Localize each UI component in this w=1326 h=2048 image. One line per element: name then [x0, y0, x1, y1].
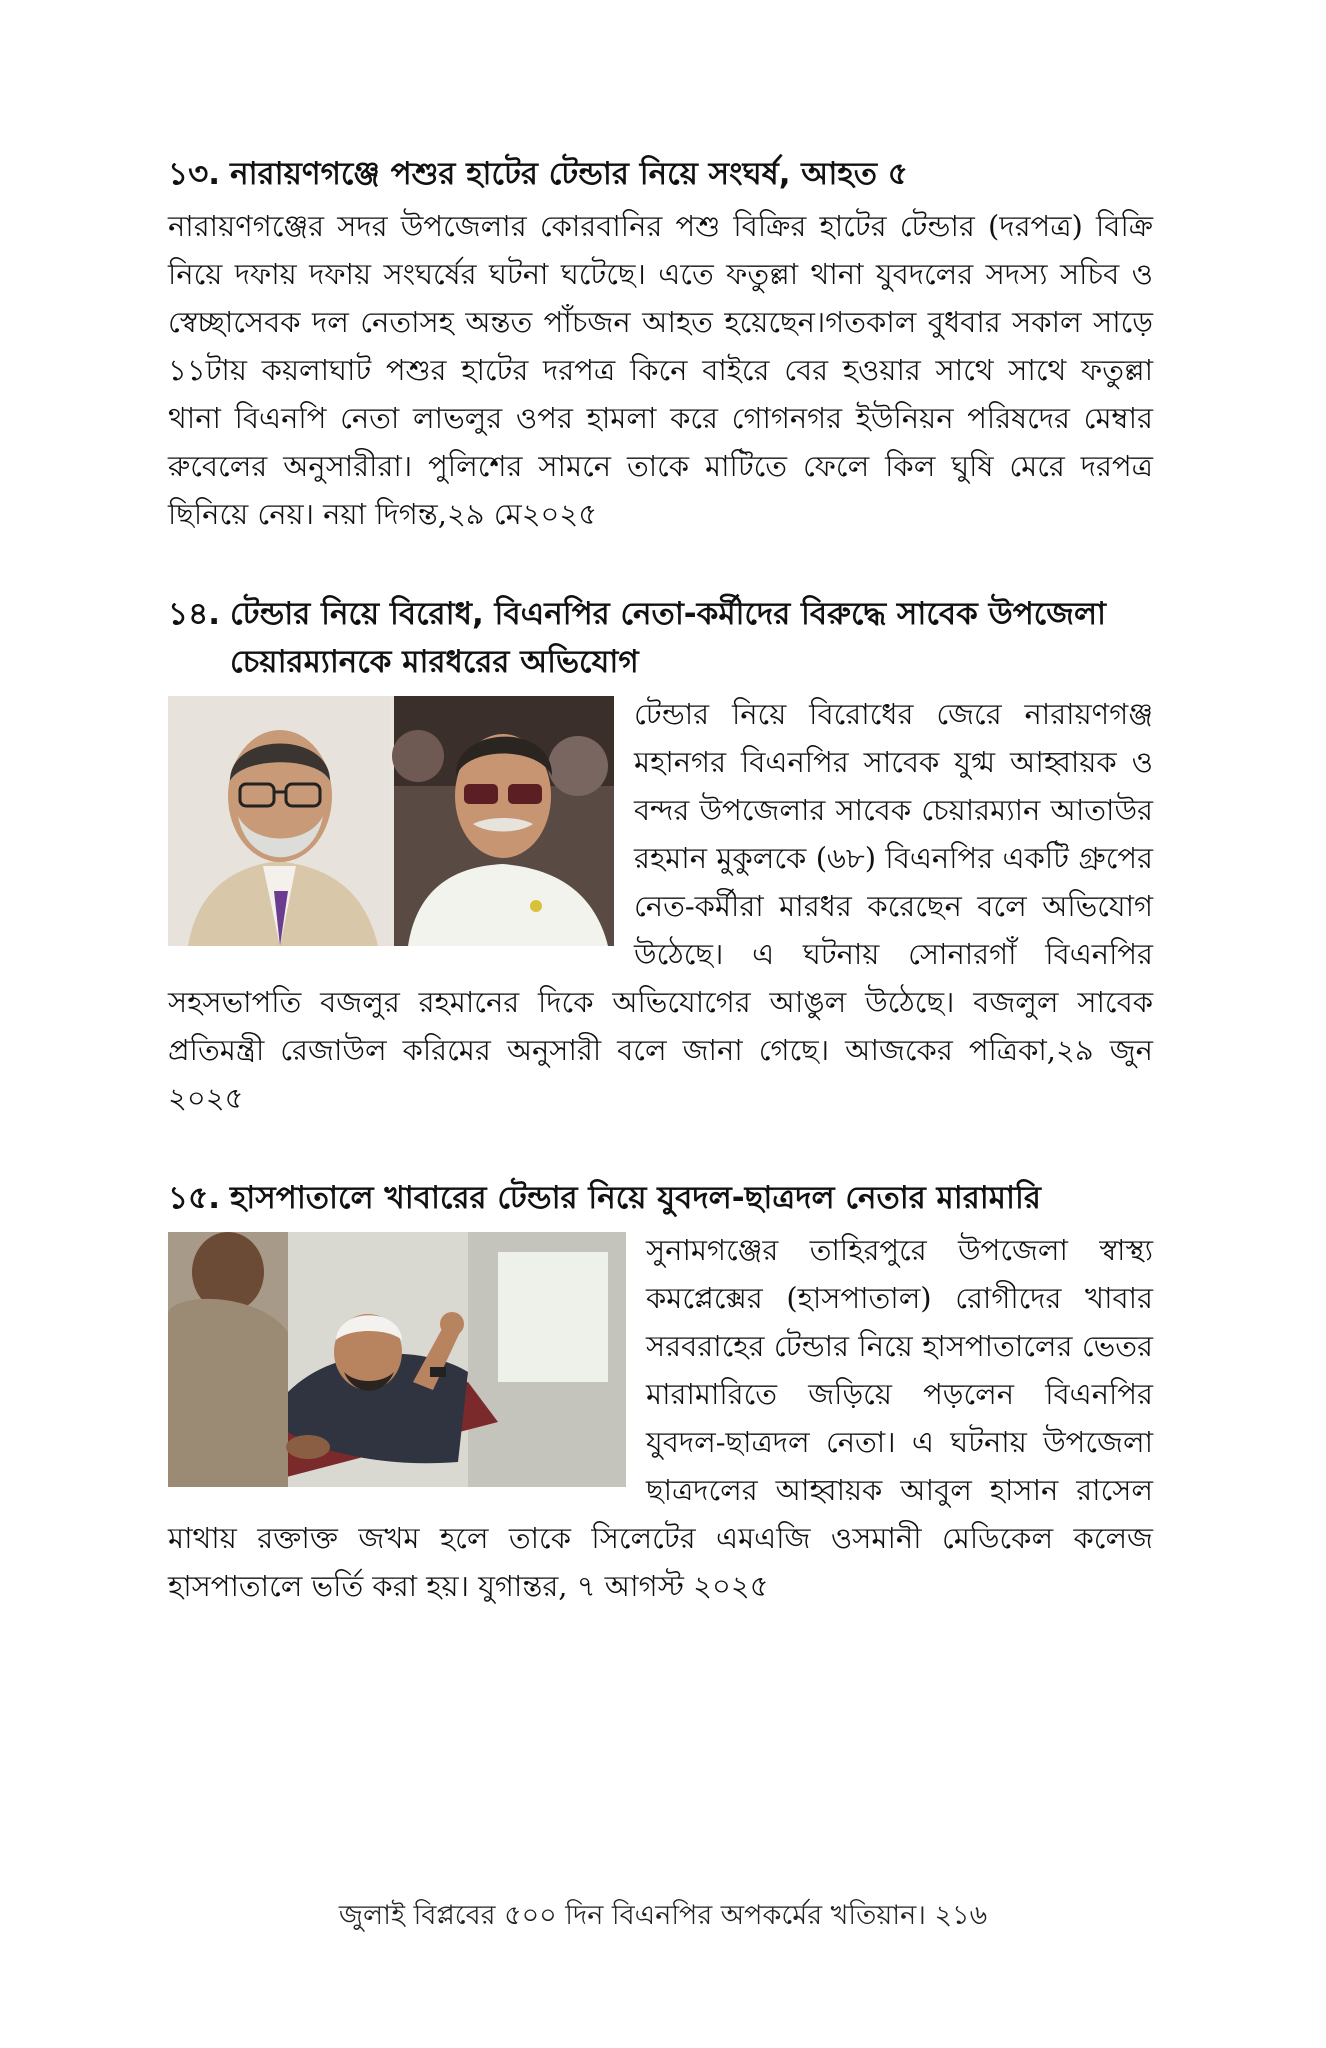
- item-number: ১৫.: [168, 1180, 221, 1216]
- news-item-15: [168, 1174, 1153, 1610]
- news-photo-injured-man-in-ambulance: [168, 1232, 626, 1487]
- book-title: জুলাই বিপ্লবের ৫০০ দিন বিএনপির অপকর্মের খতিয়ান: [338, 1900, 917, 1931]
- item-body: সুনামগঞ্জের তাহিরপুরে উপজেলা স্বাস্থ্য কমপ্লেক্সের (হাসপাতাল) রোগীদের খাবার সরবরাহের টেন্ডার নিয়ে হাসপাতালের ভেতর মারামারিতে জড়িয়ে পড়লেন বিএনপির যুবদল-ছাত্রদল নেতা। এ ঘটনায় উপজেলা ছাত্রদলের আহ্বায়ক আবুল হাসান রাসেল মাথায় রক্তাক্ত জখম হলে তাকে সিলেটের এমএজি ওসমানী মেডিকেল কলেজ হাসপাতালে ভর্তি করা হয়। যুগান্তর, ৭ আগস্ট ২০২৫: [168, 1233, 1153, 1603]
- news-item-14: [168, 590, 1153, 1122]
- page-footer: [0, 1895, 1326, 1940]
- page-number: ২১৬: [934, 1900, 988, 1931]
- item-title-text: টেন্ডার নিয়ে বিরোধ, বিএনপির নেতা-কর্মীদের বিরুদ্ধে সাবেক উপজেলা চেয়ারম্যানকে মারধরের অভিযোগ: [230, 596, 1107, 680]
- item-title: [168, 590, 1153, 686]
- page-content: [168, 150, 1153, 1662]
- item-title-text: নারায়ণগঞ্জে পশুর হাটের টেন্ডার নিয়ে সংঘর্ষ, আহত ৫: [230, 156, 908, 192]
- news-photo-two-portraits: [168, 696, 614, 946]
- item-number: ১৪.: [168, 596, 221, 632]
- item-number: ১৩.: [168, 156, 221, 192]
- news-item-13: [168, 150, 1153, 538]
- item-title-text: হাসপাতালে খাবারের টেন্ডার নিয়ে যুবদল-ছাত্রদল নেতার মারামারি: [230, 1180, 1041, 1216]
- item-body: নারায়ণগঞ্জের সদর উপজেলার কোরবানির পশু বিক্রির হাটের টেন্ডার (দরপত্র) বিক্রি নিয়ে দফায় দফায় সংঘর্ষের ঘটনা ঘটেছে। এতে ফতুল্লা থানা যুবদলের সদস্য সচিব ও স্বেচ্ছাসেবক দল নেতাসহ অন্তত পাঁচজন আহত হয়েছেন।গতকাল বুধবার সকাল সাড়ে ১১টায় কয়লাঘাট পশুর হাটের দরপত্র কিনে বাইরে বের হওয়ার সাথে সাথে ফতুল্লা থানা বিএনপি নেতা লাভলুর ওপর হামলা করে গোগনগর ইউনিয়ন পরিষদের মেম্বার রুবেলের অনুসারীরা। পুলিশের সামনে তাকে মাটিতে ফেলে কিল ঘুষি মেরে দরপত্র ছিনিয়ে নেয়। নয়া দিগন্ত,২৯ মে২০২৫: [168, 209, 1153, 531]
- footer-separator: ।: [916, 1900, 926, 1931]
- item-body: টেন্ডার নিয়ে বিরোধের জেরে নারায়ণগঞ্জ মহানগর বিএনপির সাবেক যুগ্ম আহ্বায়ক ও বন্দর উপজেলার সাবেক চেয়ারম্যান আতাউর রহমান মুকুলকে (৬৮) বিএনপির একটি গ্রুপের নেত-কর্মীরা মারধর করেছেন বলে অভিযোগ উঠেছে। এ ঘটনায় সোনারগাঁ বিএনপির সহসভাপতি বজলুর রহমানের দিকে অভিযোগের আঙুল উঠেছে। বজলুল সাবেক প্রতিমন্ত্রী রেজাউল করিমের অনুসারী বলে জানা গেছে। আজকের পত্রিকা,২৯ জুন ২০২৫: [168, 697, 1153, 1115]
- item-title: [168, 150, 1153, 198]
- item-title: [168, 1174, 1153, 1222]
